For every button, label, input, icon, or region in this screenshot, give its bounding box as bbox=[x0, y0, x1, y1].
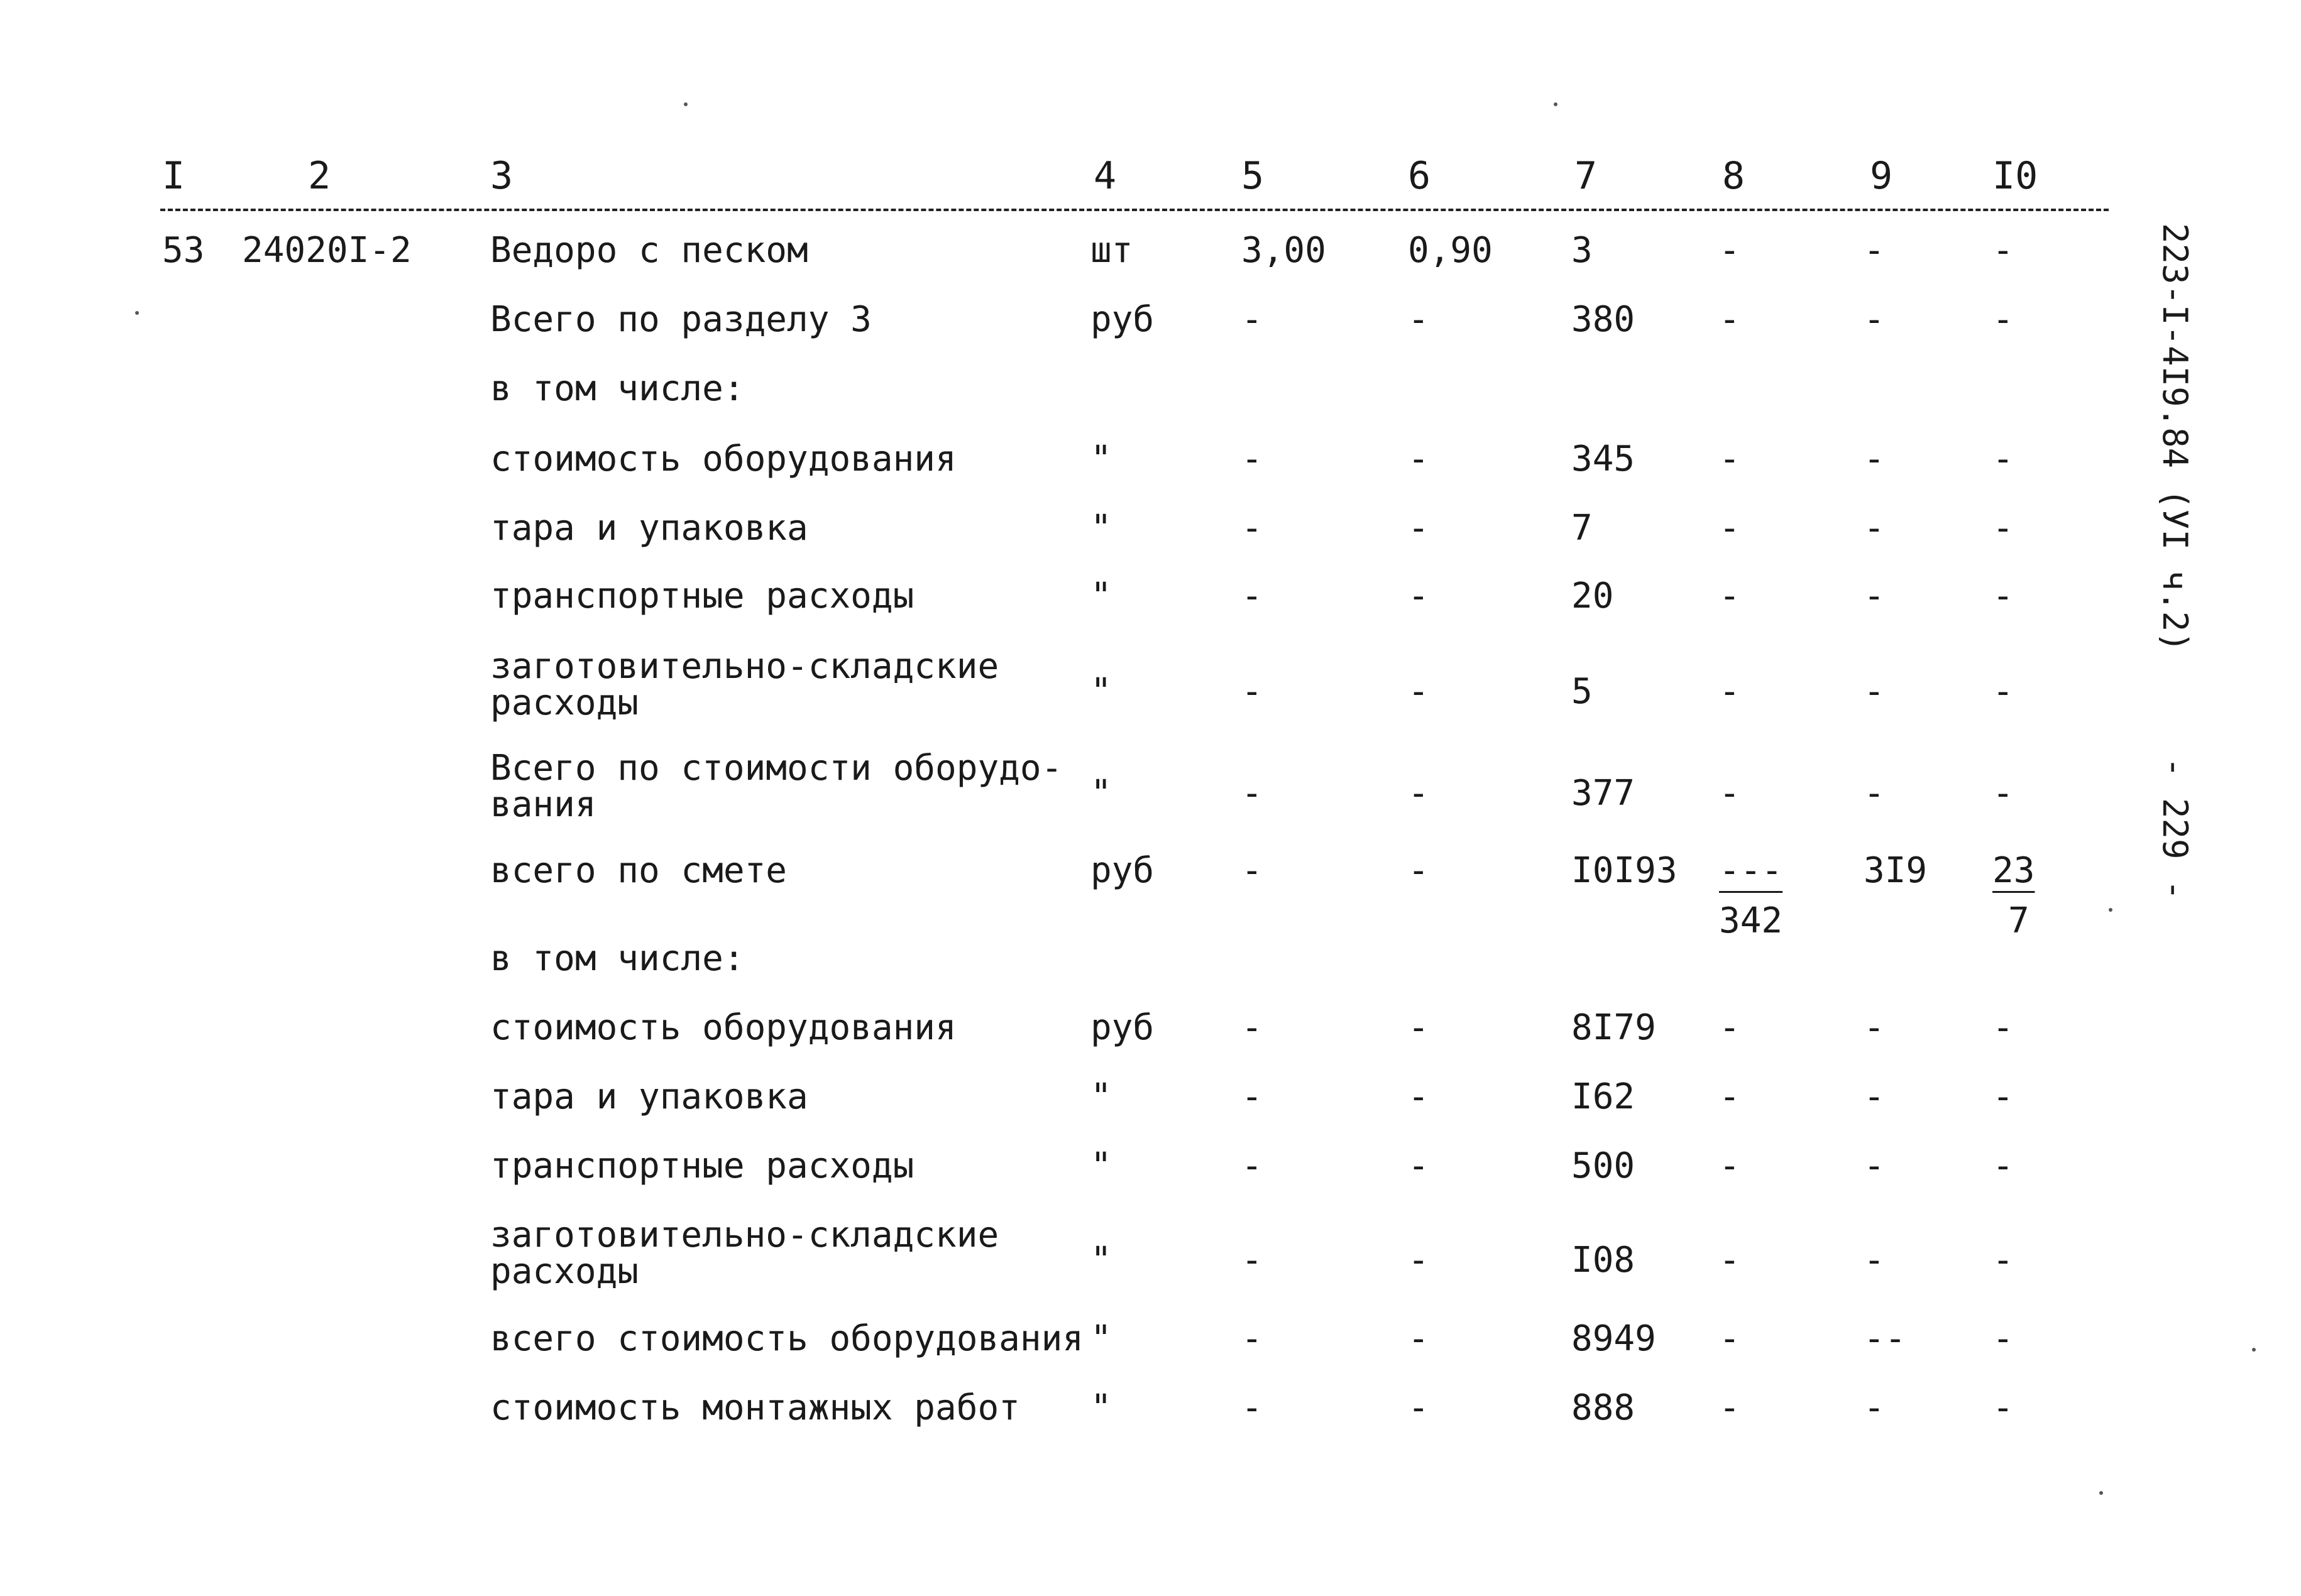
cell-col-8: - bbox=[1719, 576, 1740, 616]
cell-col-2: 24020I-2 bbox=[242, 230, 412, 271]
cell-col-6: - bbox=[1408, 299, 1429, 340]
cell-col-10: - bbox=[1992, 576, 2014, 616]
cell-col-9: 3I9 bbox=[1864, 850, 1928, 891]
cell-col-10: - bbox=[1992, 1387, 2014, 1428]
cell-col-7: 5 bbox=[1571, 671, 1593, 712]
cell-col-4: " bbox=[1090, 439, 1112, 479]
cell-col-8: - bbox=[1719, 773, 1740, 814]
row-description-line: всего стоимость оборудования bbox=[490, 1318, 1084, 1359]
row-description-line: расходы bbox=[490, 682, 639, 723]
cell-col-9: - bbox=[1864, 299, 1885, 340]
cell-col-5: - bbox=[1241, 1240, 1263, 1281]
cell-col-4: " bbox=[1090, 1240, 1112, 1281]
cell-col-5: - bbox=[1241, 1387, 1263, 1428]
scan-speck bbox=[1554, 102, 1557, 106]
cell-col-9: - bbox=[1864, 671, 1885, 712]
cell-col-4: " bbox=[1090, 576, 1112, 616]
cell-col-7: 500 bbox=[1571, 1145, 1635, 1186]
cell-col-7: 20 bbox=[1571, 576, 1614, 616]
cell-col-6: - bbox=[1408, 1387, 1429, 1428]
cell-col-4: " bbox=[1090, 1145, 1112, 1186]
cell-col-6: - bbox=[1408, 439, 1429, 479]
cell-col-5: - bbox=[1241, 1318, 1263, 1359]
cell-col-5: - bbox=[1241, 576, 1263, 616]
cell-col-7: 888 bbox=[1571, 1387, 1635, 1428]
cell-col-5: - bbox=[1241, 671, 1263, 712]
column-header-4: 4 bbox=[1094, 154, 1117, 198]
row-description-line: в том числе: bbox=[490, 368, 745, 409]
cell-col-8: --- bbox=[1719, 850, 1783, 891]
row-description-line: стоимость оборудования bbox=[490, 1007, 957, 1048]
cell-col-7: I08 bbox=[1571, 1240, 1635, 1281]
column-header-6: 6 bbox=[1408, 154, 1431, 198]
cell-col-9: - bbox=[1864, 439, 1885, 479]
cell-col-10: - bbox=[1992, 299, 2014, 340]
cell-col-8: - bbox=[1719, 508, 1740, 549]
cell-col-5: - bbox=[1241, 773, 1263, 814]
cell-col-4: шт bbox=[1090, 230, 1133, 271]
cell-col-1: 53 bbox=[162, 230, 205, 271]
cell-col-8: - bbox=[1719, 1318, 1740, 1359]
cell-col-10: - bbox=[1992, 671, 2014, 712]
cell-col-5: - bbox=[1241, 299, 1263, 340]
cell-col-9: - bbox=[1864, 576, 1885, 616]
cell-col-9: - bbox=[1864, 1007, 1885, 1048]
row-description-line: Всего по разделу 3 bbox=[490, 299, 872, 340]
cell-col-9: - bbox=[1864, 1076, 1885, 1117]
column-header-1: I bbox=[162, 154, 185, 198]
row-description-line: вания bbox=[490, 784, 596, 825]
row-description-line: заготовительно-складские bbox=[490, 646, 999, 687]
cell-col-4: " bbox=[1090, 671, 1112, 712]
scan-speck bbox=[684, 102, 688, 106]
cell-col-6: - bbox=[1408, 508, 1429, 549]
cell-col-10: - bbox=[1992, 1318, 2014, 1359]
cell-col-9: - bbox=[1864, 1240, 1885, 1281]
scan-speck bbox=[135, 311, 139, 315]
cell-col-10: - bbox=[1992, 439, 2014, 479]
cell-col-7: 7 bbox=[1571, 508, 1593, 549]
row-description-line: тара и упаковка bbox=[490, 508, 808, 549]
row-description-line: трaнспортные расходы bbox=[490, 576, 914, 616]
cell-col-10: - bbox=[1992, 1240, 2014, 1281]
row-description-line: тара и упаковка bbox=[490, 1076, 808, 1117]
page-number: - 229 - bbox=[2155, 757, 2195, 900]
row-description-line: стоимость монтажных работ bbox=[490, 1387, 1020, 1428]
cell-col-4: " bbox=[1090, 1076, 1112, 1117]
cell-col-4: " bbox=[1090, 1387, 1112, 1428]
row-description-line: расходы bbox=[490, 1251, 639, 1292]
cell-col-9: - bbox=[1864, 1387, 1885, 1428]
document-code: 223-I-4I9.84 (УI ч.2) bbox=[2155, 223, 2195, 652]
cell-col-9: - bbox=[1864, 1145, 1885, 1186]
cell-col-5: - bbox=[1241, 508, 1263, 549]
cell-col-4: руб bbox=[1090, 299, 1155, 340]
column-header-8: 8 bbox=[1722, 154, 1745, 198]
cell-col-8: - bbox=[1719, 230, 1740, 271]
cell-col-9: - bbox=[1864, 773, 1885, 814]
cell-col-7: 8I79 bbox=[1571, 1007, 1656, 1048]
cell-col-9: - bbox=[1864, 508, 1885, 549]
column-header-10: I0 bbox=[1992, 154, 2038, 198]
cell-col-6: - bbox=[1408, 1007, 1429, 1048]
column-header-7: 7 bbox=[1574, 154, 1598, 198]
cell-col-4: руб bbox=[1090, 850, 1155, 891]
cell-col-7: 345 bbox=[1571, 439, 1635, 479]
row-description-line: стоимость оборудования bbox=[490, 439, 957, 479]
cell-col-8: - bbox=[1719, 1240, 1740, 1281]
cell-col-5: - bbox=[1241, 1007, 1263, 1048]
cell-col-5: - bbox=[1241, 1076, 1263, 1117]
cell-col-10: - bbox=[1992, 230, 2014, 271]
cell-col-10-denominator: 7 bbox=[2008, 900, 2029, 941]
cell-col-9: -- bbox=[1864, 1318, 1906, 1359]
cell-col-4: руб bbox=[1090, 1007, 1155, 1048]
column-header-3: 3 bbox=[490, 154, 513, 198]
cell-col-5: 3,00 bbox=[1241, 230, 1326, 271]
row-description-line: Ведоро с песком bbox=[490, 230, 808, 271]
cell-col-10: - bbox=[1992, 1145, 2014, 1186]
cell-col-6: - bbox=[1408, 1145, 1429, 1186]
cell-col-8: - bbox=[1719, 439, 1740, 479]
row-description-line: транспортные расходы bbox=[490, 1145, 914, 1186]
cell-col-8: - bbox=[1719, 671, 1740, 712]
cell-col-10: - bbox=[1992, 773, 2014, 814]
cell-col-8: - bbox=[1719, 1145, 1740, 1186]
cell-col-8: - bbox=[1719, 1007, 1740, 1048]
cell-col-10: - bbox=[1992, 1076, 2014, 1117]
cell-col-6: 0,90 bbox=[1408, 230, 1493, 271]
column-header-5: 5 bbox=[1241, 154, 1265, 198]
cell-col-6: - bbox=[1408, 773, 1429, 814]
cell-col-6: - bbox=[1408, 671, 1429, 712]
cell-col-8-denominator: 342 bbox=[1719, 900, 1783, 941]
cell-col-5: - bbox=[1241, 439, 1263, 479]
column-header-2: 2 bbox=[308, 154, 331, 198]
row-description-line: заготовительно-складские bbox=[490, 1215, 999, 1255]
cell-col-7: I0I93 bbox=[1571, 850, 1678, 891]
cell-col-4: " bbox=[1090, 1318, 1112, 1359]
row-description-line: в том числе: bbox=[490, 938, 745, 979]
row-description-line: всего по смете bbox=[490, 850, 788, 891]
cell-col-4: " bbox=[1090, 508, 1112, 549]
header-rule bbox=[160, 209, 2109, 211]
cell-col-6: - bbox=[1408, 1318, 1429, 1359]
cell-col-10: - bbox=[1992, 508, 2014, 549]
column-header-9: 9 bbox=[1870, 154, 1893, 198]
cell-col-10: 23 bbox=[1992, 850, 2035, 891]
scan-speck bbox=[2109, 908, 2112, 912]
cell-col-5: - bbox=[1241, 1145, 1263, 1186]
cell-col-6: - bbox=[1408, 576, 1429, 616]
cell-col-5: - bbox=[1241, 850, 1263, 891]
cell-col-7: I62 bbox=[1571, 1076, 1635, 1117]
cell-col-8: - bbox=[1719, 1387, 1740, 1428]
cell-col-4: " bbox=[1090, 773, 1112, 814]
row-description-line: Всего по стоимости оборудо- bbox=[490, 748, 1063, 789]
cell-col-6: - bbox=[1408, 1076, 1429, 1117]
cell-col-8: - bbox=[1719, 1076, 1740, 1117]
cell-col-8: - bbox=[1719, 299, 1740, 340]
cell-col-7: 380 bbox=[1571, 299, 1635, 340]
cell-col-6: - bbox=[1408, 850, 1429, 891]
cell-col-7: 8949 bbox=[1571, 1318, 1656, 1359]
scan-speck bbox=[2252, 1348, 2256, 1352]
cell-col-10: - bbox=[1992, 1007, 2014, 1048]
cell-col-7: 377 bbox=[1571, 773, 1635, 814]
scan-speck bbox=[2099, 1491, 2103, 1495]
cell-col-7: 3 bbox=[1571, 230, 1593, 271]
cell-col-9: - bbox=[1864, 230, 1885, 271]
cell-col-6: - bbox=[1408, 1240, 1429, 1281]
